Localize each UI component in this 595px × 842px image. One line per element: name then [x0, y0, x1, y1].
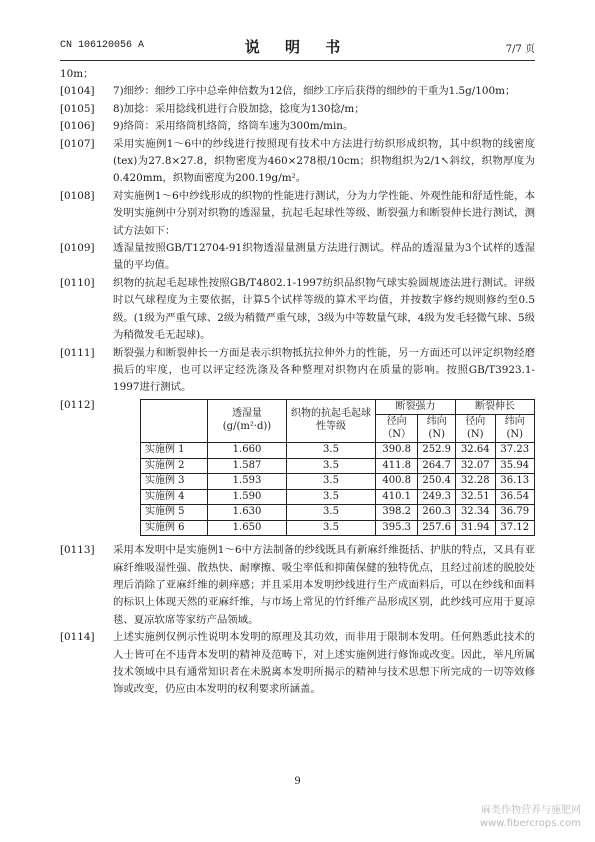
- strength-weft-cell: 250.4: [418, 474, 456, 490]
- paragraph-number: [0114]: [60, 631, 95, 644]
- paragraph-text: 断裂强力和断裂伸长一方面是表示织物抵抗拉伸外力的性能，另一方面还可以评定织物经磨损后的牢度，也可以评定经洗涤及各种整理对织物内在质量的影响。按照GB/T3923.1-1997进行测试。: [113, 346, 535, 394]
- paragraph-number: [0112]: [60, 398, 95, 411]
- patent-number: CN 106120056 A: [60, 40, 145, 51]
- paragraph-0105: [60, 101, 535, 118]
- strength-weft-cell: 252.9: [418, 443, 456, 459]
- elongation-warp-cell: 31.94: [456, 520, 495, 536]
- strength-warp-cell: 400.8: [376, 474, 418, 490]
- header-elongation-weft: 纬向(N): [495, 415, 535, 443]
- watermark-site-name: 麻类作物营养与施肥网: [481, 805, 581, 816]
- page-number: 9: [294, 776, 301, 787]
- paragraph-number: [0107]: [60, 137, 95, 150]
- example-label-cell: 实施例 2: [141, 458, 208, 474]
- table-row: [141, 505, 535, 521]
- paragraph-0113: [60, 542, 535, 629]
- header-moisture-label: 透湿量: [232, 408, 262, 420]
- elongation-warp-cell: 32.64: [456, 443, 495, 459]
- header-breaking-strength: 断裂强力: [376, 399, 456, 415]
- strength-weft-cell: 260.3: [418, 505, 456, 521]
- header-elongation-warp: 径向(N): [456, 415, 495, 443]
- pilling-grade-cell: 3.5: [287, 443, 376, 459]
- elongation-warp-cell: 32.07: [456, 458, 495, 474]
- moisture-value-cell: 1.590: [208, 489, 287, 505]
- header-pilling: 织物的抗起毛起球性等级: [287, 399, 376, 443]
- paragraph-number: [0104]: [60, 85, 95, 98]
- strength-weft-cell: 257.6: [418, 520, 456, 536]
- test-results-table: [140, 399, 535, 537]
- paragraph-text: 透湿量按照GB/T12704-91织物透湿量测量方法进行测试。样品的透湿量为3个试样的透湿量的平均值。: [113, 242, 535, 272]
- page-indicator: 7/7 页: [505, 44, 535, 55]
- table-header-row: [141, 399, 535, 415]
- strength-warp-cell: 395.3: [376, 520, 418, 536]
- example-label-cell: 实施例 5: [141, 505, 208, 521]
- table-row: [141, 474, 535, 490]
- paragraph-number: [0108]: [60, 189, 95, 202]
- strength-warp-cell: 411.8: [376, 458, 418, 474]
- continuation-text: 10m；: [60, 68, 94, 80]
- table-row: [141, 520, 535, 536]
- paragraph-0114: [60, 629, 535, 699]
- paragraph-text: 采用本发明中是实施例1～6中方法制备的纱线既具有新麻纤维挺括、护肤的特点，又具有亚麻纤维吸湿性强、散热快、耐摩擦、吸尘率低和抑菌保健的独特优点，且经过前述的脱胶处理后消除了亚麻纤维的刺痒感；并且采用本发明纱线进行生产成面料后，可以在纱线和面料的标识上体现天然的亚麻纤维，与市场上常见的竹纤维产品形成区别，此纱线可应用于夏凉毯、夏凉软席等家纺产品领域。: [113, 544, 535, 626]
- moisture-value-cell: 1.650: [208, 520, 287, 536]
- table-corner-cell: [141, 399, 208, 443]
- elongation-weft-cell: 35.94: [495, 458, 535, 474]
- paragraph-0107: [60, 136, 535, 188]
- document-body: [60, 66, 535, 699]
- elongation-weft-cell: 36.13: [495, 474, 535, 490]
- header-rule: [60, 60, 535, 61]
- elongation-weft-cell: 36.79: [495, 505, 535, 521]
- paragraph-number: [0110]: [60, 276, 95, 289]
- strength-weft-cell: 249.3: [418, 489, 456, 505]
- header-moisture-unit: (g/(m²·d)): [222, 420, 272, 432]
- paragraph-text: 上述实施例仅例示性说明本发明的原理及其功效，而非用于限制本发明。任何熟悉此技术的人士皆可在不违背本发明的精神及范畴下，对上述实施例进行修饰或改变。因此，举凡所属技术领域中具有通常知识者在未脱离本发明所揭示的精神与技术思想下所完成的一切等效修饰或改变，仍应由本发明的权利要求所涵盖。: [113, 631, 535, 696]
- pilling-grade-cell: 3.5: [287, 489, 376, 505]
- paragraph-0111: [60, 345, 535, 397]
- strength-weft-cell: 264.7: [418, 458, 456, 474]
- paragraph-number: [0113]: [60, 544, 95, 557]
- elongation-warp-cell: 32.28: [456, 474, 495, 490]
- example-label-cell: 实施例 4: [141, 489, 208, 505]
- pilling-grade-cell: 3.5: [287, 474, 376, 490]
- elongation-weft-cell: 36.54: [495, 489, 535, 505]
- moisture-value-cell: 1.593: [208, 474, 287, 490]
- elongation-weft-cell: 37.23: [495, 443, 535, 459]
- paragraph-text: 采用实施例1～6中的纱线进行按照现有技术中方法进行纺织形成织物，其中织物的线密度(tex)为27.8×27.8，织物密度为460×278根/10cm；织物组织为2/1↖斜纹，织物厚度为0.420mm，织物面密度为200.19g/m²。: [113, 137, 535, 185]
- paragraph-0110: [60, 275, 535, 345]
- pilling-grade-cell: 3.5: [287, 520, 376, 536]
- example-label-cell: 实施例 3: [141, 474, 208, 490]
- header-breaking-elongation: 断裂伸长: [456, 399, 535, 415]
- header-moisture: [208, 399, 287, 443]
- paragraph-number: [0109]: [60, 242, 95, 255]
- paragraph-number: [0106]: [60, 120, 95, 133]
- strength-warp-cell: 398.2: [376, 505, 418, 521]
- paragraph-0106: [60, 118, 535, 135]
- paragraph-0108: [60, 188, 535, 240]
- header-strength-weft: [418, 415, 456, 443]
- elongation-weft-cell: 37.12: [495, 520, 535, 536]
- moisture-value-cell: 1.630: [208, 505, 287, 521]
- table-row: [141, 443, 535, 459]
- example-label-cell: 实施例 6: [141, 520, 208, 536]
- table-body: [141, 443, 535, 536]
- page-header: [60, 36, 535, 58]
- elongation-warp-cell: 32.51: [456, 489, 495, 505]
- table-row: [141, 458, 535, 474]
- paragraph-text: 9)络筒：采用络筒机络筒，络筒车速为300m/min。: [113, 120, 354, 133]
- strength-warp-cell: 410.1: [376, 489, 418, 505]
- paragraph-text: 7)细纱：细纱工序中总牵伸倍数为12倍，细纱工序后获得的细纱的干重为1.5g/100m；: [113, 85, 516, 98]
- header-strength-weft-unit: (N): [428, 428, 445, 440]
- header-strength-warp: 径向（N）: [376, 415, 418, 443]
- example-label-cell: 实施例 1: [141, 443, 208, 459]
- paragraph-0109: [60, 240, 535, 275]
- elongation-warp-cell: 32.34: [456, 505, 495, 521]
- document-title: 说 明 书: [244, 38, 351, 56]
- watermark: [480, 804, 581, 830]
- watermark-url: www.fibercrops.com: [479, 818, 581, 829]
- paragraph-text: 织物的抗起毛起球性按照GB/T4802.1-1997纺织品织物气球实验圆规迹法进行测试。评级时以气球程度为主要依据，计算5个试样等级的算术平均值，并按数字修约规则修约至0.5级。(1级为严重气球、2级为稍微严重气球，3级为中等数量气球，4级为发毛轻微气球、5级为稍微发毛无起球)。: [113, 276, 535, 342]
- paragraph-text: 8)加捻：采用捻线机进行合股加捻，捻度为130捻/m；: [113, 102, 365, 115]
- moisture-value-cell: 1.660: [208, 443, 287, 459]
- paragraph-0104: [60, 83, 535, 100]
- paragraph-number: [0111]: [60, 346, 95, 359]
- strength-warp-cell: 390.8: [376, 443, 418, 459]
- pilling-grade-cell: 3.5: [287, 458, 376, 474]
- pilling-grade-cell: 3.5: [287, 505, 376, 521]
- header-strength-weft-label: 纬向: [426, 416, 447, 428]
- paragraph-number: [0105]: [60, 102, 95, 115]
- paragraph-text: 对实施例1～6中纱线形成的织物的性能进行测试，分为力学性能、外观性能和舒适性能，本发明实施例中分别对织物的透湿量，抗起毛起球性等级、断裂强力和断裂伸长进行测试，测试方法如下：: [113, 189, 535, 237]
- table-row: [141, 489, 535, 505]
- moisture-value-cell: 1.587: [208, 458, 287, 474]
